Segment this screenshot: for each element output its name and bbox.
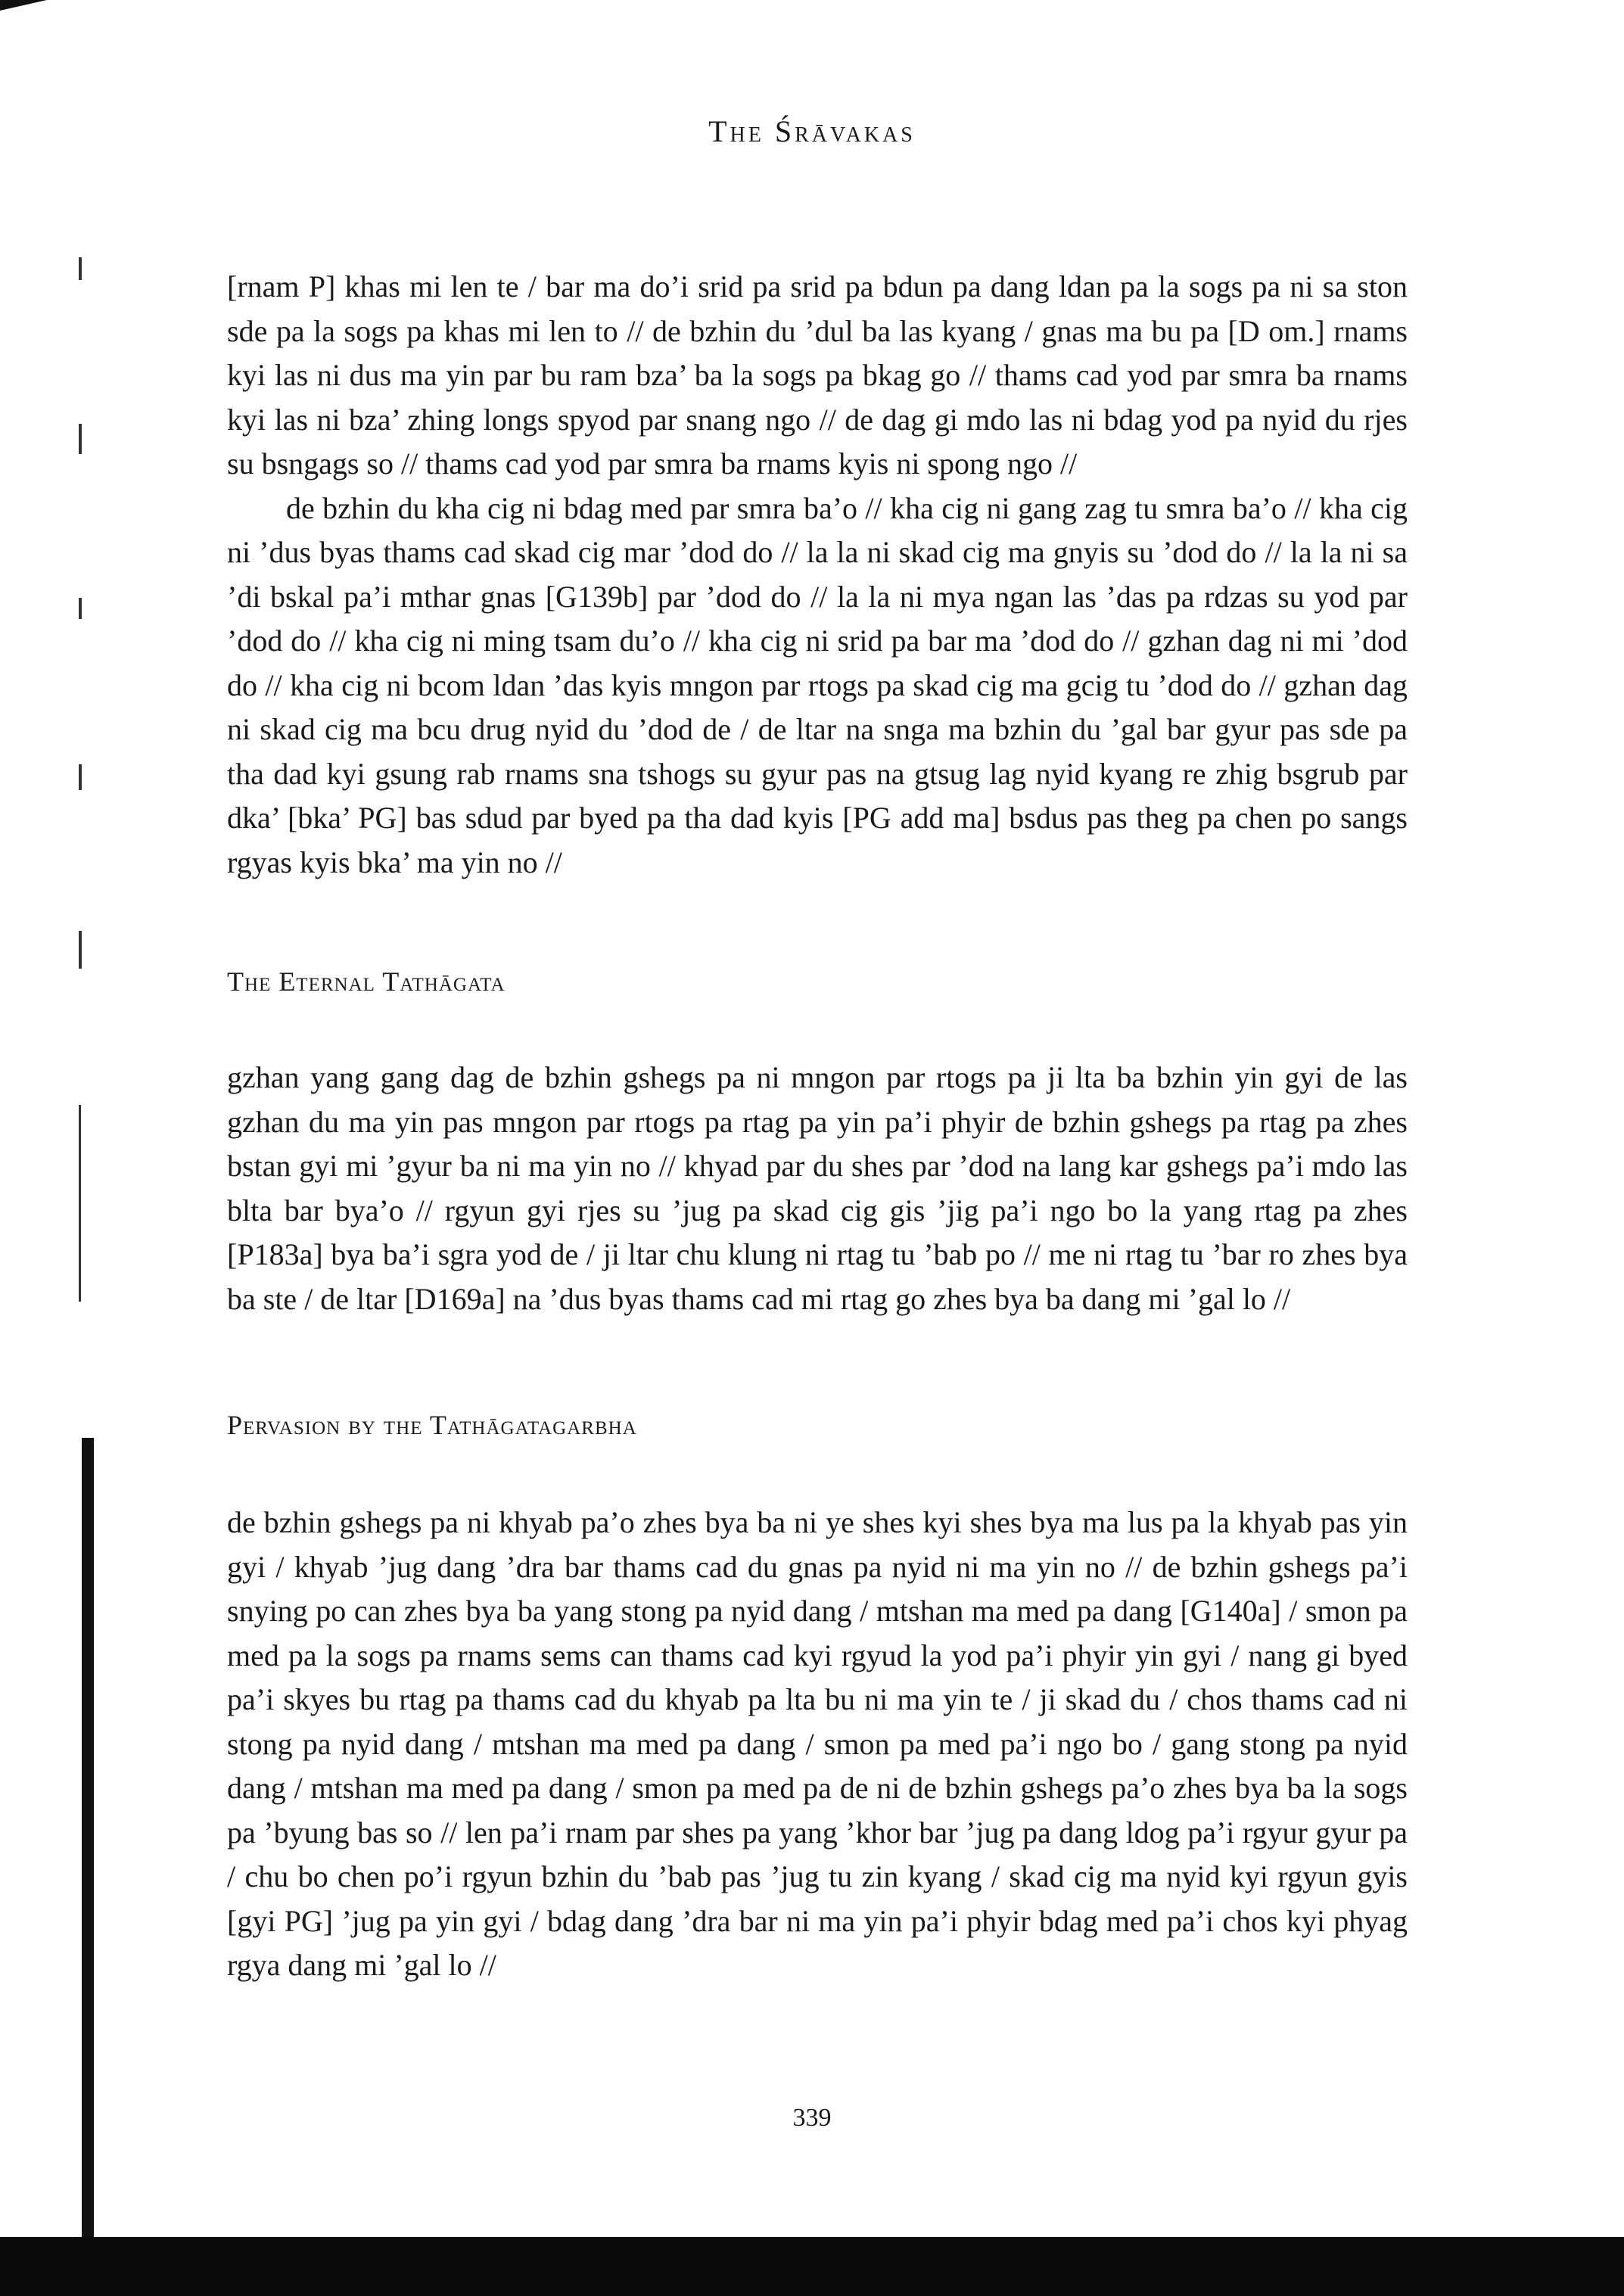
- page-number: 339: [792, 2104, 832, 2132]
- margin-mark: [79, 257, 82, 280]
- scan-corner-mark: [0, 0, 47, 11]
- body-text-top: [227, 265, 1408, 885]
- scan-binding-shadow: [82, 1438, 94, 2240]
- margin-mark: [79, 931, 82, 969]
- running-head: The Śrāvakas: [708, 114, 916, 148]
- section-heading-eternal-tathagata: The Eternal Tathāgata: [227, 966, 506, 997]
- margin-mark: [79, 1105, 81, 1302]
- paragraph-4: de bzhin gshegs pa ni khyab pa’o zhes bya ba ni ye shes kyi shes bya ma lus pa la khyab pas yin gyi / khyab ’jug dang ’dra bar thams cad du gnas pa nyid ni ma yin no // de bzhin gshegs pa’i snying po can zhes bya ba yang stong pa nyid dang / mtshan ma med pa dang [G140a] / smon pa med pa la sogs pa rnams sems can thams cad kyi rgyud la yod pa’i phyir yin gyi / nang gi byed pa’i skyes bu rtag pa thams cad du khyab pa lta bu ni ma yin te / ji skad du / chos thams cad ni stong pa nyid dang / mtshan ma med pa dang / smon pa med pa’i ngo bo / gang stong pa nyid dang / mtshan ma med pa dang / smon pa med pa de ni de bzhin gshegs pa’o zhes bya ba la sogs pa ’byung bas so // len pa’i rnam par shes pa yang ’khor bar ’jug pa dang ldog pa’i rgyur gyur pa / chu bo chen po’i rgyun bzhin du ’bab pas ’jug tu zin kyang / skad cig ma nyid kyi rgyun gyis [gyi PG] ’jug pa yin gyi / bdag dang ’dra bar ni ma yin pa’i phyir bdag med pa’i chos kyi phyag rgya dang mi ’gal lo //: [227, 1505, 1408, 1982]
- section-body-pervasion: [227, 1501, 1408, 1988]
- paragraph-2: de bzhin du kha cig ni bdag med par smra ba’o // kha cig ni gang zag tu smra ba’o // kha cig ni ’dus byas thams cad skad cig mar ’dod do // la la ni skad cig ma gnyis su ’dod do // la la ni sa ’di bskal pa’i mthar gnas [G139b] par ’dod do // la la ni mya ngan las ’das pa rdzas su yod par ’dod do // kha cig ni ming tsam du’o // kha cig ni srid pa bar ma ’dod do // gzhan dag ni mi ’dod do // kha cig ni bcom ldan ’das kyis mngon par rtogs pa skad cig ma gcig tu ’dod do // gzhan dag ni skad cig ma bcu drug nyid du ’dod de / de ltar na snga ma bzhin du ’gal bar gyur pas sde pa tha dad kyi gsung rab rnams sna tshogs su gyur pas na gtsug lag nyid kyang re zhig bsgrub par dka’ [bka’ PG] bas sdud par byed pa tha dad kyis [PG add ma] bsdus pas theg pa chen po sangs rgyas kyis bka’ ma yin no //: [227, 490, 1408, 879]
- margin-mark: [79, 598, 82, 619]
- section-body-eternal-tathagata: [227, 1056, 1408, 1321]
- paragraph-3: gzhan yang gang dag de bzhin gshegs pa ni mngon par rtogs pa ji lta ba bzhin yin gyi de las gzhan du ma yin pas mngon par rtogs pa rtag pa yin pa’i phyir de bzhin gshegs pa rtag pa zhes bstan gyi mi ’gyur ba ni ma yin no // khyad par du shes par ’dod na lang kar gshegs pa’i mdo las blta bar bya’o // rgyun gyi rjes su ’jug pa skad cig gis ’jig pa’i ngo bo la yang rtag pa zhes [P183a] bya ba’i sgra yod de / ji ltar chu klung ni rtag tu ’bab po // me ni rtag tu ’bar ro zhes bya ba ste / de ltar [D169a] na ’dus byas thams cad mi rtag go zhes bya ba dang mi ’gal lo //: [227, 1060, 1408, 1316]
- margin-mark: [79, 764, 82, 790]
- scan-bottom-border: [0, 2237, 1624, 2296]
- margin-mark: [79, 424, 82, 454]
- section-heading-pervasion: Pervasion by the Tathāgatagarbha: [227, 1410, 637, 1440]
- paragraph-1: [rnam P] khas mi len te / bar ma do’i srid pa srid pa bdun pa dang ldan pa la sogs pa ni sa ston sde pa la sogs pa khas mi len to // de bzhin du ’dul ba las kyang / gnas ma bu pa [D om.] rnams kyi las ni dus ma yin par bu ram bza’ ba la sogs pa bkag go // thams cad yod par smra ba rnams kyi las ni bza’ zhing longs spyod par snang ngo // de dag gi mdo las ni bdag yod pa nyid du rjes su bsngags so // thams cad yod par smra ba rnams kyis ni spong ngo //: [227, 269, 1408, 481]
